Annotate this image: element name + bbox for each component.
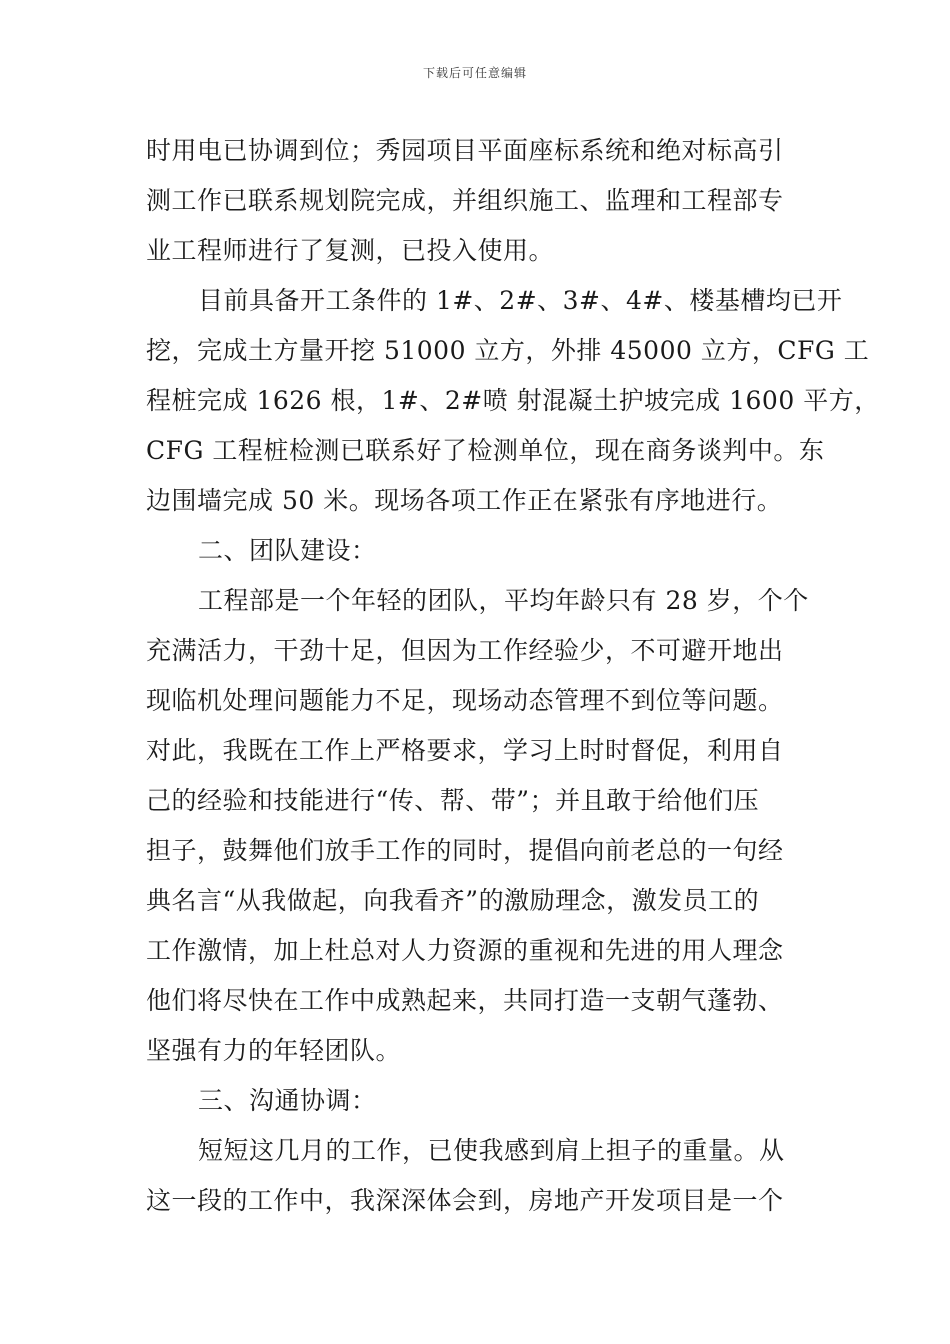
text-line: 现临机处理问题能力不足，现场动态管理不到位等问题。: [146, 686, 784, 715]
text-line: 边围墙完成 50 米。现场各项工作正在紧张有序地进行。: [146, 486, 783, 515]
paragraph-start-line: 短短这几月的工作，已使我感到肩上担子的重量。从: [198, 1136, 785, 1165]
text-line: 担子，鼓舞他们放手工作的同时，提倡向前老总的一句经: [146, 836, 784, 865]
text-line: 挖，完成土方量开挖 51000 立方，外排 45000 立方，CFG 工: [146, 336, 870, 365]
text-line: 他们将尽快在工作中成熟起来，共同打造一支朝气蓬勃、: [146, 986, 784, 1015]
text-line: 典名言“从我做起，向我看齐”的激励理念，激发员工的: [146, 886, 760, 915]
text-line: 工作激情，加上杜总对人力资源的重视和先进的用人理念: [146, 936, 784, 965]
text-line: 坚强有力的年轻团队。: [146, 1036, 402, 1065]
text-line: 对此，我既在工作上严格要求，学习上时时督促，利用自: [146, 736, 784, 765]
text-line: 程桩完成 1626 根，1#、2#喷 射混凝土护坡完成 1600 平方，: [146, 386, 880, 415]
text-line: 业工程师进行了复测，已投入使用。: [146, 236, 555, 265]
text-line: CFG 工程桩检测已联系好了检测单位，现在商务谈判中。东: [146, 436, 825, 465]
text-line: 时用电已协调到位；秀园项目平面座标系统和绝对标高引: [146, 136, 784, 165]
text-line: 充满活力，干劲十足，但因为工作经验少，不可避开地出: [146, 636, 784, 665]
page-header: 下载后可任意编辑: [422, 66, 527, 80]
paragraph-start-line: 目前具备开工条件的 1#、2#、3#、4#、楼基槽均已开: [198, 286, 843, 315]
text-line: 测工作已联系规划院完成，并组织施工、监理和工程部专: [146, 186, 784, 215]
section-heading: 二、团队建设：: [198, 536, 377, 565]
section-heading: 三、沟通协调：: [198, 1086, 377, 1115]
paragraph-start-line: 工程部是一个年轻的团队，平均年龄只有 28 岁，个个: [198, 586, 809, 615]
body-text: [146, 126, 880, 1226]
text-line: 这一段的工作中，我深深体会到，房地产开发项目是一个: [146, 1186, 784, 1215]
text-line: 己的经验和技能进行“传、帮、带”；并且敢于给他们压: [146, 786, 760, 815]
